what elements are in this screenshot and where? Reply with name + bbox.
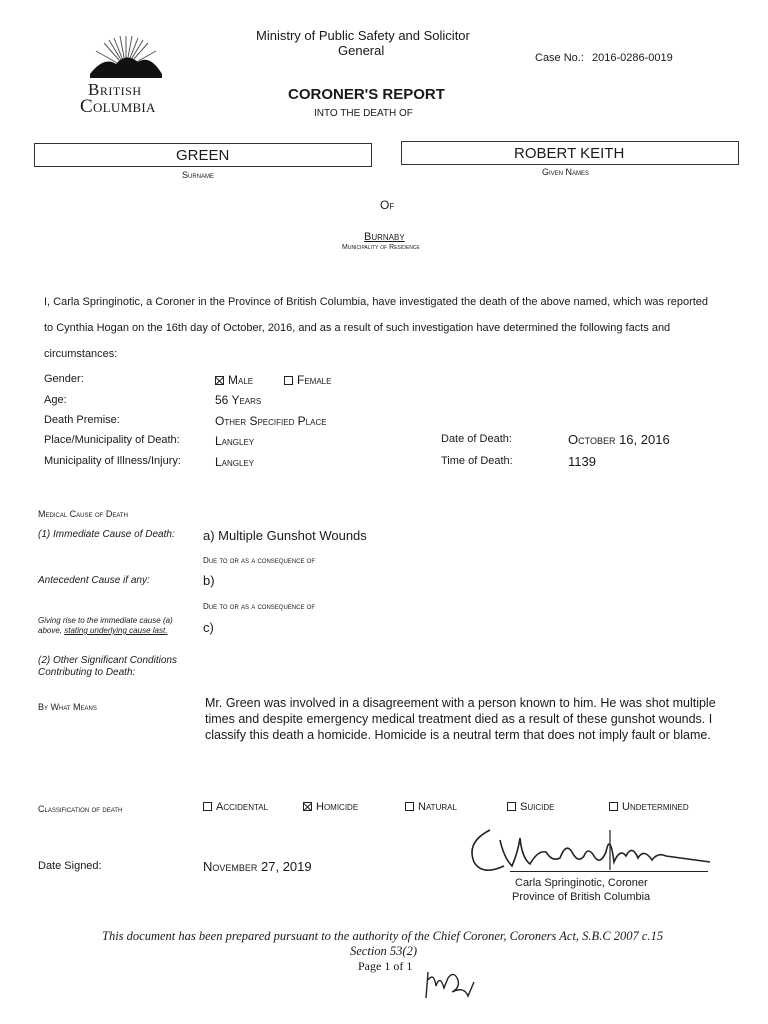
date-of-death-label: Date of Death: — [441, 433, 512, 445]
classification-natural — [405, 801, 457, 813]
classification-label: Classification of death — [38, 804, 123, 814]
illness-injury-value: Langley — [215, 455, 255, 469]
classification-undetermined — [609, 801, 689, 813]
date-of-death-value: October 16, 2016 — [568, 432, 670, 447]
illness-injury-label: Municipality of Illness/Injury: — [44, 455, 181, 467]
giving-rise-line-1: Giving rise to the immediate cause (a) — [38, 616, 173, 625]
death-premise-value: Other Specified Place — [215, 414, 327, 428]
death-premise-label: Death Premise: — [44, 414, 120, 426]
case-number-label: Case No.: — [535, 52, 584, 64]
municipality-value: Burnaby — [364, 231, 405, 243]
surname-value: GREEN — [176, 147, 230, 164]
classification-homicide — [303, 801, 358, 813]
footer-section: Section 53(2) — [350, 944, 417, 958]
of-label: Of — [380, 198, 395, 212]
cause-c-value: c) — [203, 620, 214, 635]
signature-line — [510, 871, 708, 872]
natural-label: Natural — [418, 801, 457, 813]
female-checkbox[interactable] — [284, 376, 293, 385]
other-conditions-line-2: Contributing to Death: — [38, 667, 136, 678]
initials-mark — [420, 966, 480, 1006]
date-signed-label: Date Signed: — [38, 860, 102, 872]
undetermined-label: Undetermined — [622, 801, 689, 813]
natural-checkbox[interactable] — [405, 802, 414, 811]
immediate-cause-value: a) Multiple Gunshot Wounds — [203, 528, 367, 543]
age-label: Age: — [44, 394, 67, 406]
classification-suicide — [507, 801, 554, 813]
logo-text-line2: Columbia — [80, 96, 156, 117]
given-names-value: ROBERT KEITH — [514, 145, 625, 162]
ministry-name-line2: General — [338, 43, 385, 58]
ministry-name-line1: Ministry of Public Safety and Solicitor — [256, 28, 470, 43]
by-what-means-label: By What Means — [38, 702, 97, 712]
age-value: 56 Years — [215, 393, 262, 407]
female-label: Female — [297, 373, 332, 387]
municipality-label: Municipality of Residence — [342, 244, 420, 251]
immediate-cause-label: (1) Immediate Cause of Death: — [38, 529, 175, 540]
classification-accidental — [203, 801, 268, 813]
bc-logo — [76, 32, 176, 118]
male-label: Male — [228, 373, 254, 387]
antecedent-cause-label: Antecedent Cause if any: — [38, 575, 150, 586]
place-of-death-value: Langley — [215, 434, 255, 448]
given-names-label: Given Names — [542, 167, 590, 177]
undetermined-checkbox[interactable] — [609, 802, 618, 811]
giving-rise-label — [38, 616, 173, 636]
signer-title: Province of British Columbia — [512, 891, 651, 903]
page-number: Page 1 of 1 — [358, 959, 413, 973]
due-to-line-1: Due to or as a consequence of — [203, 556, 316, 565]
gender-label: Gender: — [44, 373, 84, 385]
intro-line-2: to Cynthia Hogan on the 16th day of October, 2016, and as a result of such investigation have determined the following facts and — [44, 322, 671, 334]
giving-rise-underlined: stating underlying cause last. — [64, 626, 168, 635]
coroner-signature — [460, 822, 720, 882]
means-line-1: Mr. Green was involved in a disagreement with a person known to him. He was shot multiple — [205, 696, 716, 710]
medical-cause-heading: Medical Cause of Death — [38, 509, 128, 519]
means-line-3: classify this death a homicide. Homicide is a neutral term that does not imply fault or blame. — [205, 728, 711, 742]
suicide-checkbox[interactable] — [507, 802, 516, 811]
report-title: CORONER'S REPORT — [288, 86, 445, 103]
logo-text-line1: British — [88, 80, 142, 99]
intro-line-1: I, Carla Springinotic, a Coroner in the Province of British Columbia, have investigated the death of the above named, which was reported — [44, 296, 709, 308]
means-text — [205, 695, 716, 743]
date-signed-value: November 27, 2019 — [203, 859, 312, 874]
giving-rise-line-2 — [38, 626, 173, 636]
footer-authority: This document has been prepared pursuant to the authority of the Chief Coroner, Coroners Act, S.B.C 2007 c.15 — [102, 929, 664, 943]
suicide-label: Suicide — [520, 801, 555, 813]
due-to-line-2: Due to or as a consequence of — [203, 602, 316, 611]
giving-rise-prefix: above, — [38, 626, 65, 635]
cause-b-value: b) — [203, 573, 215, 588]
male-checkbox[interactable] — [215, 376, 224, 385]
place-of-death-label: Place/Municipality of Death: — [44, 434, 180, 446]
surname-label: Surname — [182, 170, 215, 180]
report-subtitle: INTO THE DEATH OF — [314, 108, 413, 119]
homicide-checkbox[interactable] — [303, 802, 312, 811]
intro-line-3: circumstances: — [44, 348, 118, 360]
means-line-2: times and despite emergency medical treatment died as a result of these gunshot wounds. I — [205, 712, 713, 726]
case-number: 2016-0286-0019 — [592, 52, 673, 64]
time-of-death-label: Time of Death: — [441, 455, 513, 467]
other-conditions-line-1: (2) Other Significant Conditions — [38, 655, 177, 666]
homicide-label: Homicide — [316, 801, 359, 813]
other-conditions-label — [38, 655, 177, 679]
given-names-box — [401, 141, 739, 165]
time-of-death-value: 1139 — [568, 454, 596, 469]
bc-logo-emblem-icon — [76, 32, 176, 82]
signer-name: Carla Springinotic, Coroner — [515, 877, 648, 889]
accidental-label: Accidental — [216, 801, 269, 813]
gender-male-option — [215, 373, 253, 387]
accidental-checkbox[interactable] — [203, 802, 212, 811]
gender-female-option — [284, 373, 331, 387]
surname-box — [34, 143, 372, 167]
